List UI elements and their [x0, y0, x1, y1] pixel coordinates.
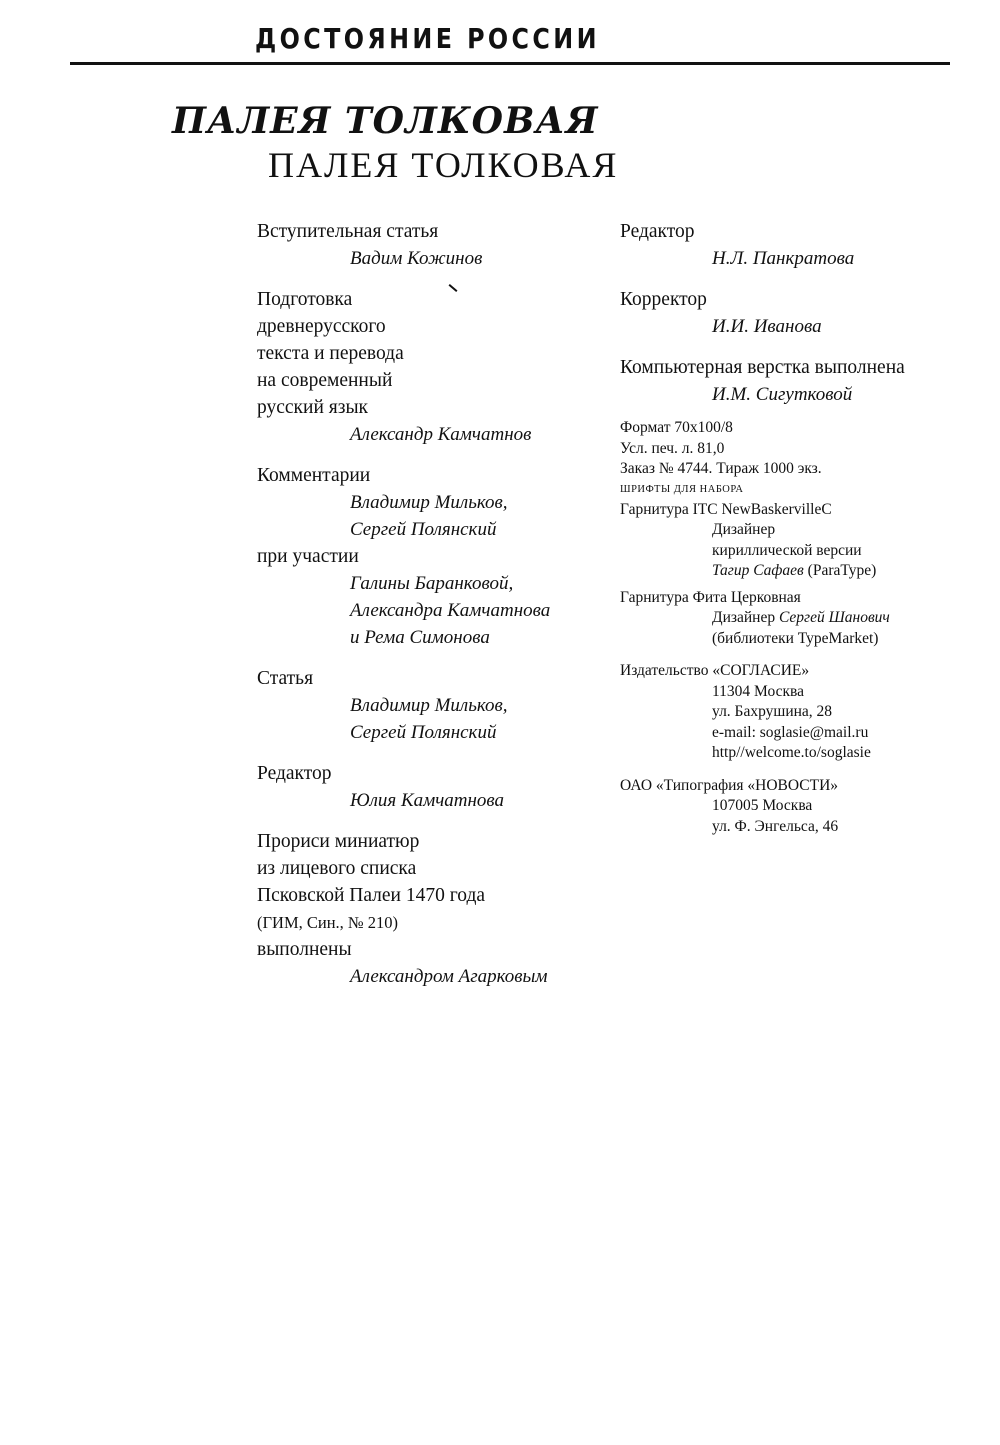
editor-label: Редактор [620, 221, 695, 242]
editor-name: Юлия Камчатнова [350, 790, 505, 811]
comments-name: Сергей Полянский [350, 519, 497, 540]
format-line: Формат 70х100/8 [620, 419, 733, 436]
prep-line: на современный [257, 370, 393, 391]
intro-label: Вступительная статья [257, 221, 439, 242]
drawings-line: Псковской Палеи 1470 года [257, 885, 486, 906]
printer-line: ул. Ф. Энгельса, 46 [712, 817, 839, 835]
font2-designer-line [620, 608, 980, 629]
font2-line: Гарнитура Фита Церковная [620, 588, 801, 606]
intro-name: Вадим Кожинов [350, 248, 483, 269]
prep-line: Подготовка [257, 289, 353, 310]
participation-name: Александра Камчатнова [350, 600, 551, 621]
font2-designer-label: Дизайнер [712, 609, 779, 626]
layout-label: Компьютерная верстка выполнена [620, 357, 905, 378]
participation-name: и Рема Симонова [350, 627, 490, 648]
layout-name: И.М. Сигутковой [712, 384, 853, 405]
order-line: Заказ № 4744. Тираж 1000 экз. [620, 460, 822, 477]
font1-designer-desc: кириллической версии [712, 541, 862, 559]
series-title: ДОСТОЯНИЕ РОССИИ [255, 22, 600, 55]
prep-name: Александр Камчатнов [350, 424, 532, 445]
participation-label: при участии [257, 546, 359, 567]
print-sheets-line: Усл. печ. л. 81,0 [620, 439, 725, 457]
drawings-line: Прориси миниатюр [257, 831, 420, 852]
editor-name: Н.Л. Панкратова [712, 248, 855, 269]
prep-line: текста и перевода [257, 343, 404, 364]
comments-label: Комментарии [257, 465, 371, 486]
header-rule [70, 62, 950, 65]
font2-designer-name: Сергей Шанович [778, 609, 890, 626]
font1-designer-name: Тагир Сафаев [712, 562, 804, 579]
article-name: Владимир Мильков, [350, 695, 508, 716]
prep-line: русский язык [257, 397, 369, 418]
printer-line: 107005 Москва [712, 797, 813, 814]
font2-designer-org: (библиотеки TypeMarket) [712, 629, 879, 647]
prep-line: древнерусского [257, 316, 386, 337]
page-title: ПАЛЕЯ ТОЛКОВАЯ [268, 145, 619, 185]
corrector-name: И.И. Иванова [712, 316, 822, 337]
title-slavonic: ПАЛЕЯ ТОЛКОВАЯ [172, 100, 599, 142]
font1-designer-label: Дизайнер [712, 521, 776, 538]
participation-name: Галины Баранковой, [350, 573, 514, 594]
drawings-line: (ГИМ, Син., № 210) [257, 913, 399, 932]
publisher-label: Издательство «СОГЛАСИЕ» [620, 662, 810, 679]
comments-name: Владимир Мильков, [350, 492, 508, 513]
fonts-label: ШРИФТЫ ДЛЯ НАБОРА [620, 483, 744, 495]
editor-label: Редактор [257, 763, 332, 784]
corrector-label: Корректор [620, 289, 707, 310]
drawings-name: Александром Агарковым [350, 966, 548, 987]
drawings-line: из лицевого списка [257, 858, 417, 879]
publisher-line: 11304 Москва [712, 682, 804, 700]
publisher-line: e-mail: soglasie@mail.ru [712, 723, 869, 741]
article-label: Статья [257, 668, 314, 689]
article-name: Сергей Полянский [350, 722, 497, 743]
publisher-line: http//welcome.to/soglasie [712, 744, 871, 761]
font1-designer-line [620, 561, 980, 582]
publisher-line: ул. Бахрушина, 28 [712, 703, 833, 720]
font1-line: Гарнитура ITC NewBaskervilleC [620, 500, 832, 518]
printer-label: ОАО «Типография «НОВОСТИ» [620, 776, 839, 794]
drawings-line: выполнены [257, 939, 352, 960]
font1-designer-org: (ParaType) [803, 562, 877, 579]
credits-left-column [257, 218, 597, 990]
credits-right-column [620, 218, 980, 837]
